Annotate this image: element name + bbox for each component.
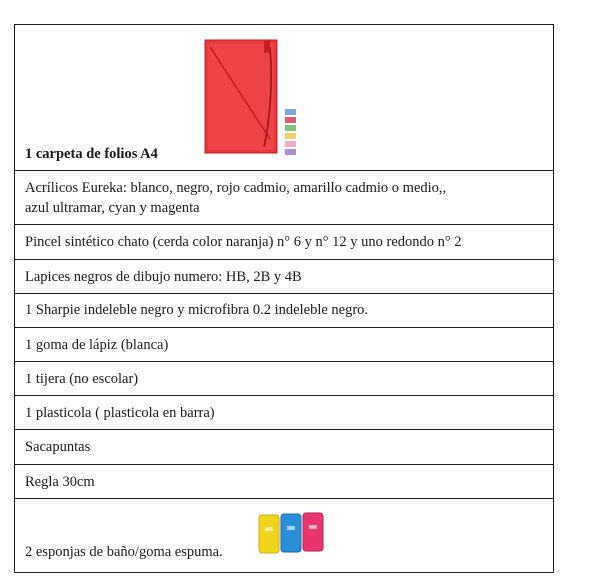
table-row-scissors xyxy=(15,362,553,396)
item-ruler: Regla 30cm xyxy=(25,474,95,490)
table-row-acrylics xyxy=(15,171,553,225)
item-sharpener: Sacapuntas xyxy=(25,439,91,455)
table-row-folder xyxy=(15,25,553,171)
red-folder-image xyxy=(204,39,280,155)
item-folder: 1 carpeta de folios A4 xyxy=(25,146,158,162)
table-row-sharpener xyxy=(15,430,553,465)
supply-list-table xyxy=(14,24,554,573)
item-brush: Pincel sintético chato (cerda color naranja) n° 6 y n° 12 y uno redondo n° 2 xyxy=(25,234,462,250)
table-row-eraser xyxy=(15,328,553,362)
item-glue: 1 plasticola ( plasticola en barra) xyxy=(25,405,215,421)
item-eraser: 1 goma de lápiz (blanca) xyxy=(25,337,169,353)
item-pencils: Lapices negros de dibujo numero: HB, 2B y 4B xyxy=(25,269,302,285)
table-row-sponges xyxy=(15,499,553,574)
item-markers: 1 Sharpie indeleble negro y microfibra 0.2 indeleble negro. xyxy=(25,302,369,318)
color-tabs-image xyxy=(285,109,297,155)
table-row-brush xyxy=(15,225,553,260)
item-acrylics-line1: Acrílicos Eureka: blanco, negro, rojo cadmio, amarillo cadmio o medio,, xyxy=(25,180,447,196)
table-row-glue xyxy=(15,396,553,430)
table-row-ruler xyxy=(15,465,553,499)
table-row-markers xyxy=(15,294,553,328)
item-scissors: 1 tijera (no escolar) xyxy=(25,371,139,387)
item-sponges: 2 esponjas de baño/goma espuma. xyxy=(25,544,223,560)
item-acrylics-line2: azul ultramar, cyan y magenta xyxy=(25,200,200,216)
table-row-pencils xyxy=(15,260,553,294)
sponges-image xyxy=(257,511,327,555)
